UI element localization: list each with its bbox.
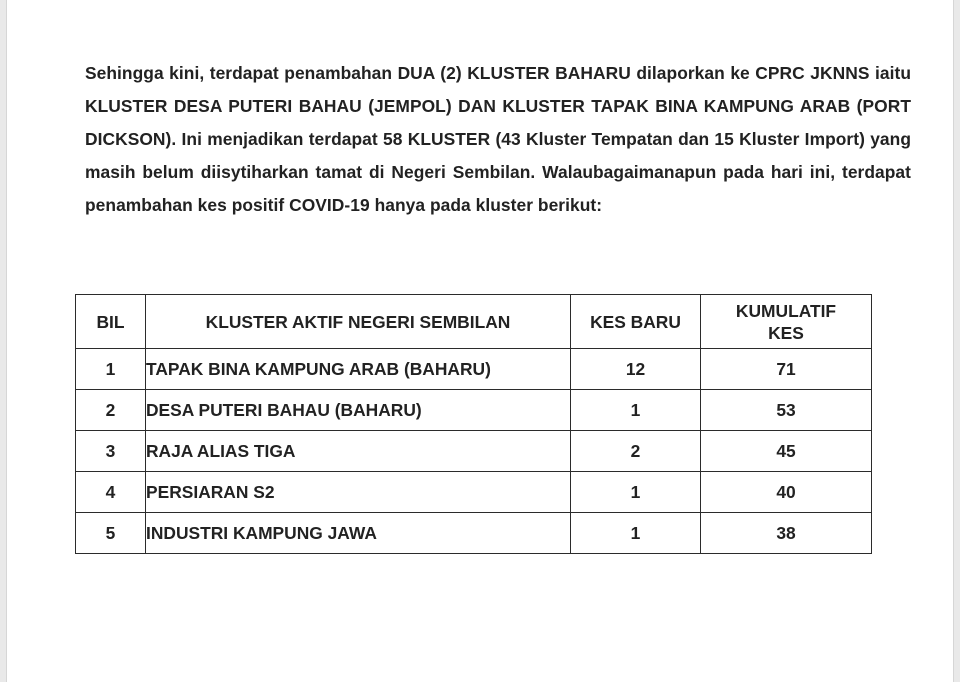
header-row (76, 295, 872, 349)
row-new-cases: 12 (571, 349, 701, 390)
table-row (76, 349, 872, 390)
table-row (76, 390, 872, 431)
row-bil: 2 (76, 390, 146, 431)
row-cumulative: 38 (701, 513, 872, 554)
row-new-cases: 1 (571, 513, 701, 554)
row-cumulative: 40 (701, 472, 872, 513)
row-cumulative: 45 (701, 431, 872, 472)
header-cumulative-line2: KES (768, 322, 804, 343)
row-cluster: RAJA ALIAS TIGA (146, 431, 571, 472)
cluster-table (75, 294, 872, 554)
row-cluster: INDUSTRI KAMPUNG JAWA (146, 513, 571, 554)
row-bil: 5 (76, 513, 146, 554)
row-cluster: PERSIARAN S2 (146, 472, 571, 513)
header-cumulative-line1: KUMULATIF (735, 300, 837, 321)
header-cumulative (701, 295, 872, 349)
table-row (76, 513, 872, 554)
table-header (76, 295, 872, 349)
table-body (76, 349, 872, 554)
table-row (76, 472, 872, 513)
table-row (76, 431, 872, 472)
header-new-cases: KES BARU (571, 295, 701, 349)
row-cumulative: 53 (701, 390, 872, 431)
row-new-cases: 2 (571, 431, 701, 472)
header-bil: BIL (76, 295, 146, 349)
row-cumulative: 71 (701, 349, 872, 390)
document-page (6, 0, 954, 682)
row-bil: 1 (76, 349, 146, 390)
row-cluster: TAPAK BINA KAMPUNG ARAB (BAHARU) (146, 349, 571, 390)
row-bil: 3 (76, 431, 146, 472)
row-new-cases: 1 (571, 472, 701, 513)
intro-paragraph: Sehingga kini, terdapat penambahan DUA (2) KLUSTER BAHARU dilaporkan ke CPRC JKNNS iaitu KLUSTER DESA PUTERI BAHAU (JEMPOL) DAN KLUSTER TAPAK BINA KAMPUNG ARAB (PORT DICKSON). Ini menjadikan terdapat 58 KLUSTER (43 Kluster Tempatan dan 15 Kluster Import) yang masih belum diisytiharkan tamat di Negeri Sembilan. Walaubagaimanapun pada hari ini, terdapat penambahan kes positif COVID-19 hanya pada kluster berikut: (85, 63, 911, 215)
row-bil: 4 (76, 472, 146, 513)
row-new-cases: 1 (571, 390, 701, 431)
header-cluster: KLUSTER AKTIF NEGERI SEMBILAN (146, 295, 571, 349)
row-cluster: DESA PUTERI BAHAU (BAHARU) (146, 390, 571, 431)
